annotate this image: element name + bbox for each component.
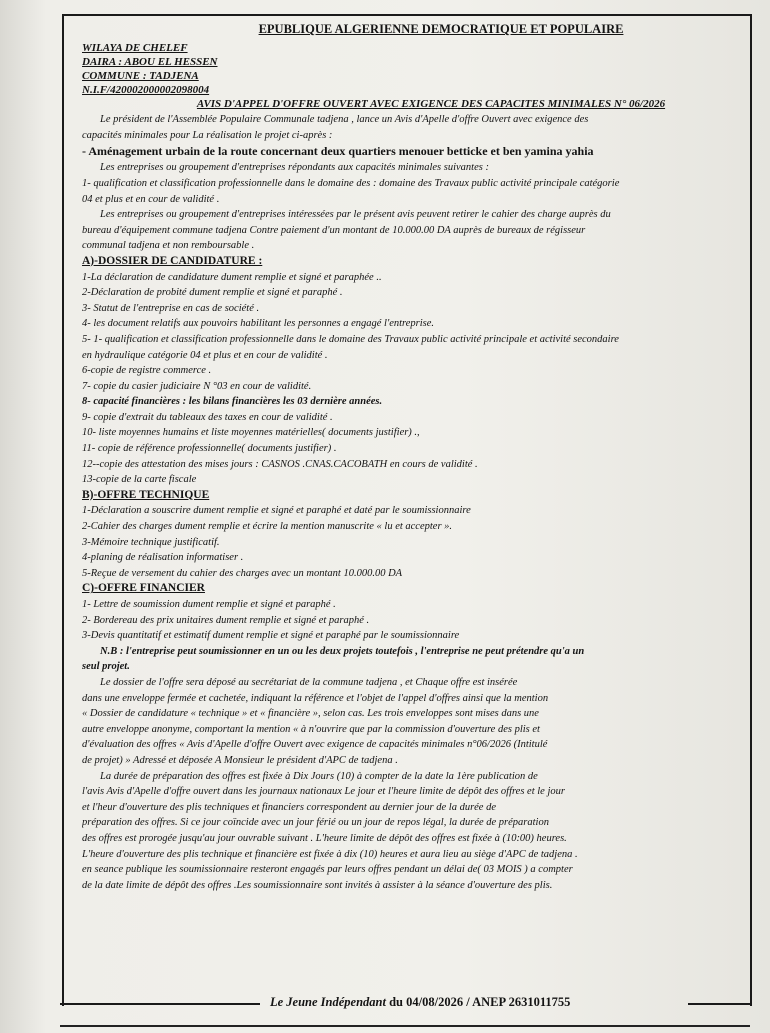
withdrawal-line: communal tadjena et non remboursable .: [82, 240, 255, 252]
duration-line: de la date limite de dépôt des offres .Les soumissionnaire sont invités à assister à la séance d'ouverture des plis.: [82, 879, 553, 891]
deposit-line: d'évaluation des offres « Avis d'Apelle d'offre Ouvert avec exigence de capacités minimales n°06/2026 (Intitulé: [82, 739, 548, 751]
section-b-item: 2-Cahier des charges dument remplie et écrire la mention manuscrite « lu et accepter ».: [82, 521, 453, 533]
publication-footer: [60, 992, 750, 1016]
wilaya-line: WILAYA DE CHELEF: [82, 41, 188, 54]
eligibility-line: 1- qualification et classification professionnelle dans le domaine des : domaine des Travaux public activité principale catégorie: [82, 177, 620, 189]
commune-line: COMMUNE : TADJENA: [82, 69, 199, 82]
deposit-line: autre enveloppe anonyme, comportant la mention « à n'ouvrire que par la commission d'ouverture des plis et: [82, 723, 540, 735]
section-a-item: 5- 1- qualification et classification professionnelle dans le domaine des Travaux public activité principale et activité secondaire: [82, 333, 619, 345]
section-a-item: 7- copie du casier judiciaire N °03 en cour de validité.: [82, 380, 312, 392]
section-a-item: 11- copie de référence professionnelle( documents justifier) .: [82, 443, 337, 455]
section-a-item: 6-copie de registre commerce .: [82, 365, 212, 377]
tender-notice: [82, 22, 740, 893]
eligibility-line: 04 et plus et en cour de validité .: [82, 193, 220, 205]
intro-line: Le président de l'Assemblée Populaire Communale tadjena , lance un Avis d'Apelle d'offre Ouvert avec exigence des: [100, 114, 589, 126]
duration-line: La durée de préparation des offres est fixée à Dix Jours (10) à compter de la date la 1ère publication de: [100, 770, 538, 782]
section-c-item: 2- Bordereau des prix unitaires dument remplie et signé et paraphé .: [82, 614, 370, 626]
notice-title: AVIS D'APPEL D'OFFRE OUVERT AVEC EXIGENCE DES CAPACITES MINIMALES N° 06/2026: [196, 97, 666, 110]
section-b-item: 3-Mémoire technique justificatif.: [82, 536, 220, 548]
section-a-item: 13-copie de la carte fiscale: [82, 474, 197, 486]
eligibility-line: Les entreprises ou groupement d'entreprises répondants aux capacités minimales suivantes :: [100, 162, 489, 174]
nif-line: N.I.F/420002000002098004: [82, 83, 210, 96]
withdrawal-line: Les entreprises ou groupement d'entreprises intéressées par le présent avis peuvent retirer le cahier des charge auprès du: [100, 209, 611, 221]
section-a-item: 9- copie d'extrait du tableaux des taxes en cour de validité .: [82, 411, 333, 423]
section-a-item: 4- les document relatifs aux pouvoirs habilitant les personnes a engagé l'entreprise.: [82, 318, 435, 330]
publication-reference: du 04/08/2026 / ANEP 2631011755: [385, 995, 571, 1009]
duration-line: L'heure d'ouverture des plis technique et financière est fixée à dix (10) heures et aura lieu au siège d'APC de tadjena .: [82, 848, 578, 860]
publication-name: Le Jeune Indépendant: [270, 995, 386, 1009]
section-a-item: 8- capacité financières : les bilans financières les 03 dernière années.: [82, 396, 383, 408]
nb-line: N.B : l'entreprise peut soumissionner en un ou les deux projets toutefois , l'entreprise ne peut prétendre qu'a un: [100, 645, 585, 657]
republic-title: EPUBLIQUE ALGERIENNE DEMOCRATIQUE ET POPULAIRE: [258, 22, 624, 36]
duration-line: l'avis Avis d'Apelle d'offre ouvert dans les journaux nationaux Le jour et l'heure limite de dépôt des offres et le jour: [82, 786, 565, 798]
section-c-item: 1- Lettre de soumission dument remplie et signé et paraphé .: [82, 599, 336, 610]
page-bottom-rule: [60, 1025, 750, 1027]
deposit-line: « Dossier de candidature « technique » et « financière », selon cas. Les trois enveloppes sont mises dans une: [82, 708, 539, 720]
section-a-item: 3- Statut de l'entreprise en cas de société .: [82, 302, 260, 314]
withdrawal-line: bureau d'équipement commune tadjena Contre paiement d'un montant de 10.000.00 DA auprès de bureaux de régisseur: [82, 224, 586, 236]
nb-line: seul projet.: [82, 661, 130, 673]
footer-rule-right: [688, 1003, 750, 1005]
section-a-item: 10- liste moyennes humains et liste moyennes matérielles( documents justifier) .,: [82, 427, 420, 439]
section-c-item: 3-Devis quantitatif et estimatif dument remplie et signé et paraphé par le soumissionnaire: [82, 630, 460, 642]
duration-line: préparation des offres. Si ce jour coïncide avec un jour férié ou un jour de repos légal, la durée de préparation: [82, 817, 549, 829]
section-b-item: 5-Reçue de versement du cahier des charges avec un montant 10.000.00 DA: [82, 567, 403, 579]
deposit-line: dans une enveloppe fermée et cachetée, indiquant la référence et l'objet de l'appel d'offres ainsi que la mention: [82, 692, 549, 704]
section-a-title: A)-DOSSIER DE CANDIDATURE :: [82, 254, 263, 267]
deposit-line: Le dossier de l'offre sera déposé au secrétariat de la commune tadjena , et Chaque offre est insérée: [100, 676, 518, 688]
section-a-item: 12--copie des attestation des mises jours : CASNOS .CNAS.CACOBATH en cours de validité .: [82, 458, 478, 470]
footer-rule-left: [60, 1003, 260, 1005]
section-c-title: C)-OFFRE FINANCIER: [82, 582, 205, 595]
project-title: - Aménagement urbain de la route concernant deux quartiers menouer betticke et ben yamina yahia: [82, 144, 594, 159]
deposit-line: de projet) » Adressé et déposée A Monsieur le président d'APC de tadjena .: [82, 754, 398, 766]
footer-credit: [270, 995, 570, 1010]
duration-line: en seance publique les soumissionnaire resteront engagés par leurs offres pendant un délai de( 03 MOIS ) a compter: [82, 864, 573, 876]
section-a-item: en hydraulique catégorie 04 et plus et en cour de validité .: [82, 349, 328, 361]
duration-line: et l'heur d'ouverture des plis techniques et financiers correspondent au dernier jour de la durée de: [82, 801, 497, 813]
section-b-title: B)-OFFRE TECHNIQUE: [82, 488, 210, 501]
section-a-item: 2-Déclaration de probité dument remplie et signé et paraphé .: [82, 287, 343, 299]
section-a-item: 1-La déclaration de candidature dument remplie et signé et paraphée ..: [82, 271, 382, 283]
intro-line: capacités minimales pour La réalisation le projet ci-après :: [82, 129, 333, 141]
section-b-item: 4-planing de réalisation informatiser .: [82, 552, 244, 564]
daira-line: DAIRA : ABOU EL HESSEN: [82, 55, 218, 68]
section-b-item: 1-Déclaration a souscrire dument remplie et signé et paraphé et daté par le soumissionnaire: [82, 505, 471, 517]
duration-line: des offres est prorogée jusqu'au jour ouvrable suivant . L'heure limite de dépôt des offres est fixée à (10:00) heures.: [82, 832, 567, 844]
